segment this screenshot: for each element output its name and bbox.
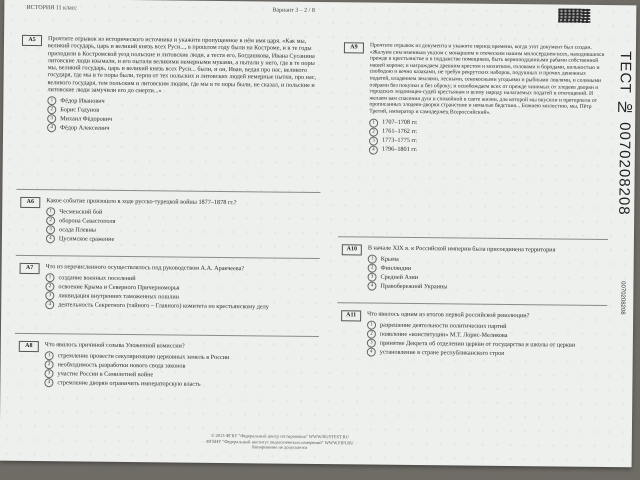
option-number-icon: 1 [367, 321, 376, 330]
option-number-icon: 4 [47, 124, 56, 133]
question-a8 [18, 341, 314, 390]
option-label: 1707–1708 гг. [382, 119, 418, 127]
divider [16, 189, 320, 193]
test-id-label: ТЕСТ № 0070208208 [615, 51, 634, 216]
option-label: осада Плевны [58, 226, 97, 234]
answer-option[interactable] [367, 282, 603, 293]
option-number-icon: 4 [367, 282, 376, 291]
question-tag: A5 [22, 35, 42, 46]
qr-code-icon [558, 9, 590, 23]
question-a11 [341, 310, 603, 359]
option-label: участие России в Семилетней войне [57, 370, 154, 379]
question-prompt: Какое событие произошло в ходе русско-турецкой войны 1877–1878 гг.? [46, 197, 237, 207]
answer-option[interactable] [44, 378, 314, 390]
answer-option[interactable] [47, 124, 317, 136]
option-label: необходимость разработки нового свода законов [57, 361, 186, 370]
answer-option[interactable] [369, 145, 605, 156]
option-number-icon: 1 [368, 255, 377, 264]
option-number-icon: 2 [367, 330, 376, 339]
option-number-icon: 3 [369, 136, 378, 145]
option-label: Чесменский бой [59, 208, 103, 216]
option-label: освоение Крыма и Северного Причерноморья [58, 283, 180, 292]
subject-header: ИСТОРИЯ 11 класс [26, 4, 77, 12]
footer-line: © 2013 ФГБУ "Федеральный центр тестирования" WWW.RUSTEST.RU [210, 432, 349, 440]
question-a6 [20, 197, 316, 246]
option-label: ликвидация внутренних таможенных пошлин [58, 292, 180, 301]
divider [338, 236, 608, 240]
option-label: 1773–1775 гг. [381, 137, 418, 145]
question-tag: A9 [344, 42, 364, 53]
question-a7 [19, 263, 315, 312]
option-label: Крыма [380, 255, 399, 263]
option-label: деятельность Секретного (тайного – Главного) комитета по крестьянскому делу [58, 301, 269, 311]
option-number-icon: 3 [47, 115, 56, 124]
option-label: оборона Севастополя [59, 217, 116, 226]
footer [180, 433, 380, 452]
question-tag: A11 [341, 310, 361, 321]
question-prompt: Прочтите отрывок из документа и укажите период времени, когда этот документ был создан. «Жалуем сим именным указом с монаршим и отеческим нашим милосердием всех, находившихся прежде в крестьянстве и в подданстве помещиков, быть верноподданными рабами собственной нашей короне; и награждаем древним крестом и молитвою, головами и бородами, вольностью и свободою и вечно казаками, не требуя рекрутских наборов, подушных и прочих денежных податей, владением землями, лесными, сенокосными угодьями и рыбными ловлями, и соляными озёрами без покупки и без оброку; и освобождаем всех от прежде чинимых от злодеев дворян и городских мздоимцев-судей крестьянам и всему народу налагаемых податей и отягощений. И желаем вам спасения душ и спокойной в свете жизни, для которой мы вкусили и претерпели от прописанных злодеев-дворян странствие и немалые бедствия... Божиею милостию, мы, Пётр Третий, император и самодержец Всероссийский». [369, 42, 605, 116]
option-label: Финляндии [380, 264, 412, 273]
option-number-icon: 2 [368, 264, 377, 273]
option-number-icon: 2 [46, 216, 55, 225]
option-label: 1761–1762 гг. [382, 128, 418, 136]
divider [337, 302, 607, 306]
option-number-icon: 2 [369, 127, 378, 136]
question-a10 [341, 244, 603, 293]
question-prompt: В начале XIX в. к Российской империи была присоединена территория [367, 244, 556, 254]
option-label: Фёдор Алексеевич [60, 124, 110, 133]
option-label: Цусимское сражение [58, 235, 115, 244]
variant-header: Вариант 3 – 2 / 8 [272, 7, 315, 14]
question-prompt: Что явилось одним из итогов первой российской революции? [367, 310, 530, 320]
option-label: Правобережной Украины [380, 282, 448, 291]
option-label: установление в стране республиканского строя [379, 348, 505, 358]
option-label: Средней Азии [380, 273, 419, 282]
footer-line: Копирование не допускается [252, 444, 308, 450]
answer-option[interactable] [45, 300, 315, 312]
question-tag: A8 [19, 341, 39, 352]
option-number-icon: 1 [369, 118, 378, 127]
option-number-icon: 4 [44, 378, 53, 387]
option-number-icon: 1 [47, 97, 56, 106]
option-number-icon: 3 [44, 369, 53, 378]
option-number-icon: 1 [45, 273, 54, 282]
option-label: Фёдор Иванович [60, 97, 105, 105]
answer-option[interactable] [367, 348, 603, 359]
option-label: Михаил Фёдорович [60, 115, 113, 124]
question-prompt: Что явилось причиной созыва Уложенной комиссии? [44, 341, 185, 350]
option-number-icon: 1 [46, 207, 55, 216]
option-label: появление «конституции» М.Т. Лорис-Меликова [379, 330, 508, 340]
option-number-icon: 4 [46, 234, 55, 243]
option-number-icon: 2 [47, 106, 56, 115]
option-label: 1796–1801 гг. [381, 146, 418, 154]
option-number-icon: 3 [46, 225, 55, 234]
divider [15, 333, 319, 337]
option-label: разрешение деятельности политических партий [380, 321, 507, 331]
answer-option[interactable] [46, 234, 316, 246]
question-prompt: Прочтите отрывок из исторического источника и укажите пропущенное в нём имя царя. «Как мы, великий государь, царь и великий князь всех Руси..., в прошлом году были на Костроме, и в те годы приходили в Костромской уезд польские и литовские люди, а тестя его, Богдашкова, Ивана Сусанина литовские люди изымали, и его пытали великими немерными муками, а пытали у него, где в те поры мы, великий государь, царь и великий князь всех Руси... были, и он, Иван, ведая про нас, великого государя, где мы в те поры были, терпя от тех польских и литовских людей немерные пытки, про нас, великого государя, тем польским и литовским людям, где мы в те поры были, не сказал, и польские и литовские люди замучили его до смерти...» [47, 35, 317, 95]
option-label: стремление дворян ограничить императорскую власть [57, 379, 201, 388]
question-a9 [343, 42, 606, 156]
test-id-small-label: 0070208208 [619, 281, 626, 315]
question-tag: A7 [20, 263, 40, 274]
option-number-icon: 1 [45, 351, 54, 360]
option-label: стремление провести секуляризацию церковных земель в России [57, 352, 230, 362]
question-a5 [21, 35, 318, 135]
option-label: принятие Декрета об отделении церкви от государства и школы от церкви [379, 339, 576, 349]
divider [16, 255, 320, 259]
option-number-icon: 2 [45, 282, 54, 291]
option-number-icon: 4 [367, 348, 376, 357]
question-tag: A10 [342, 244, 362, 255]
option-number-icon: 2 [45, 360, 54, 369]
question-prompt: Что из перечисленного осуществлялось под руководством А.А. Аракчеева? [45, 263, 245, 273]
footer-line: ФГБНУ "Федеральный институт педагогических измерений" WWW.FIPI.RU [206, 438, 354, 445]
option-number-icon: 3 [367, 339, 376, 348]
option-number-icon: 3 [45, 291, 54, 300]
question-tag: A6 [20, 197, 40, 208]
option-number-icon: 4 [369, 145, 378, 154]
option-number-icon: 4 [45, 300, 54, 309]
option-label: Борис Годунов [60, 106, 100, 114]
option-label: создание военных поселений [58, 274, 136, 283]
option-number-icon: 3 [367, 273, 376, 282]
